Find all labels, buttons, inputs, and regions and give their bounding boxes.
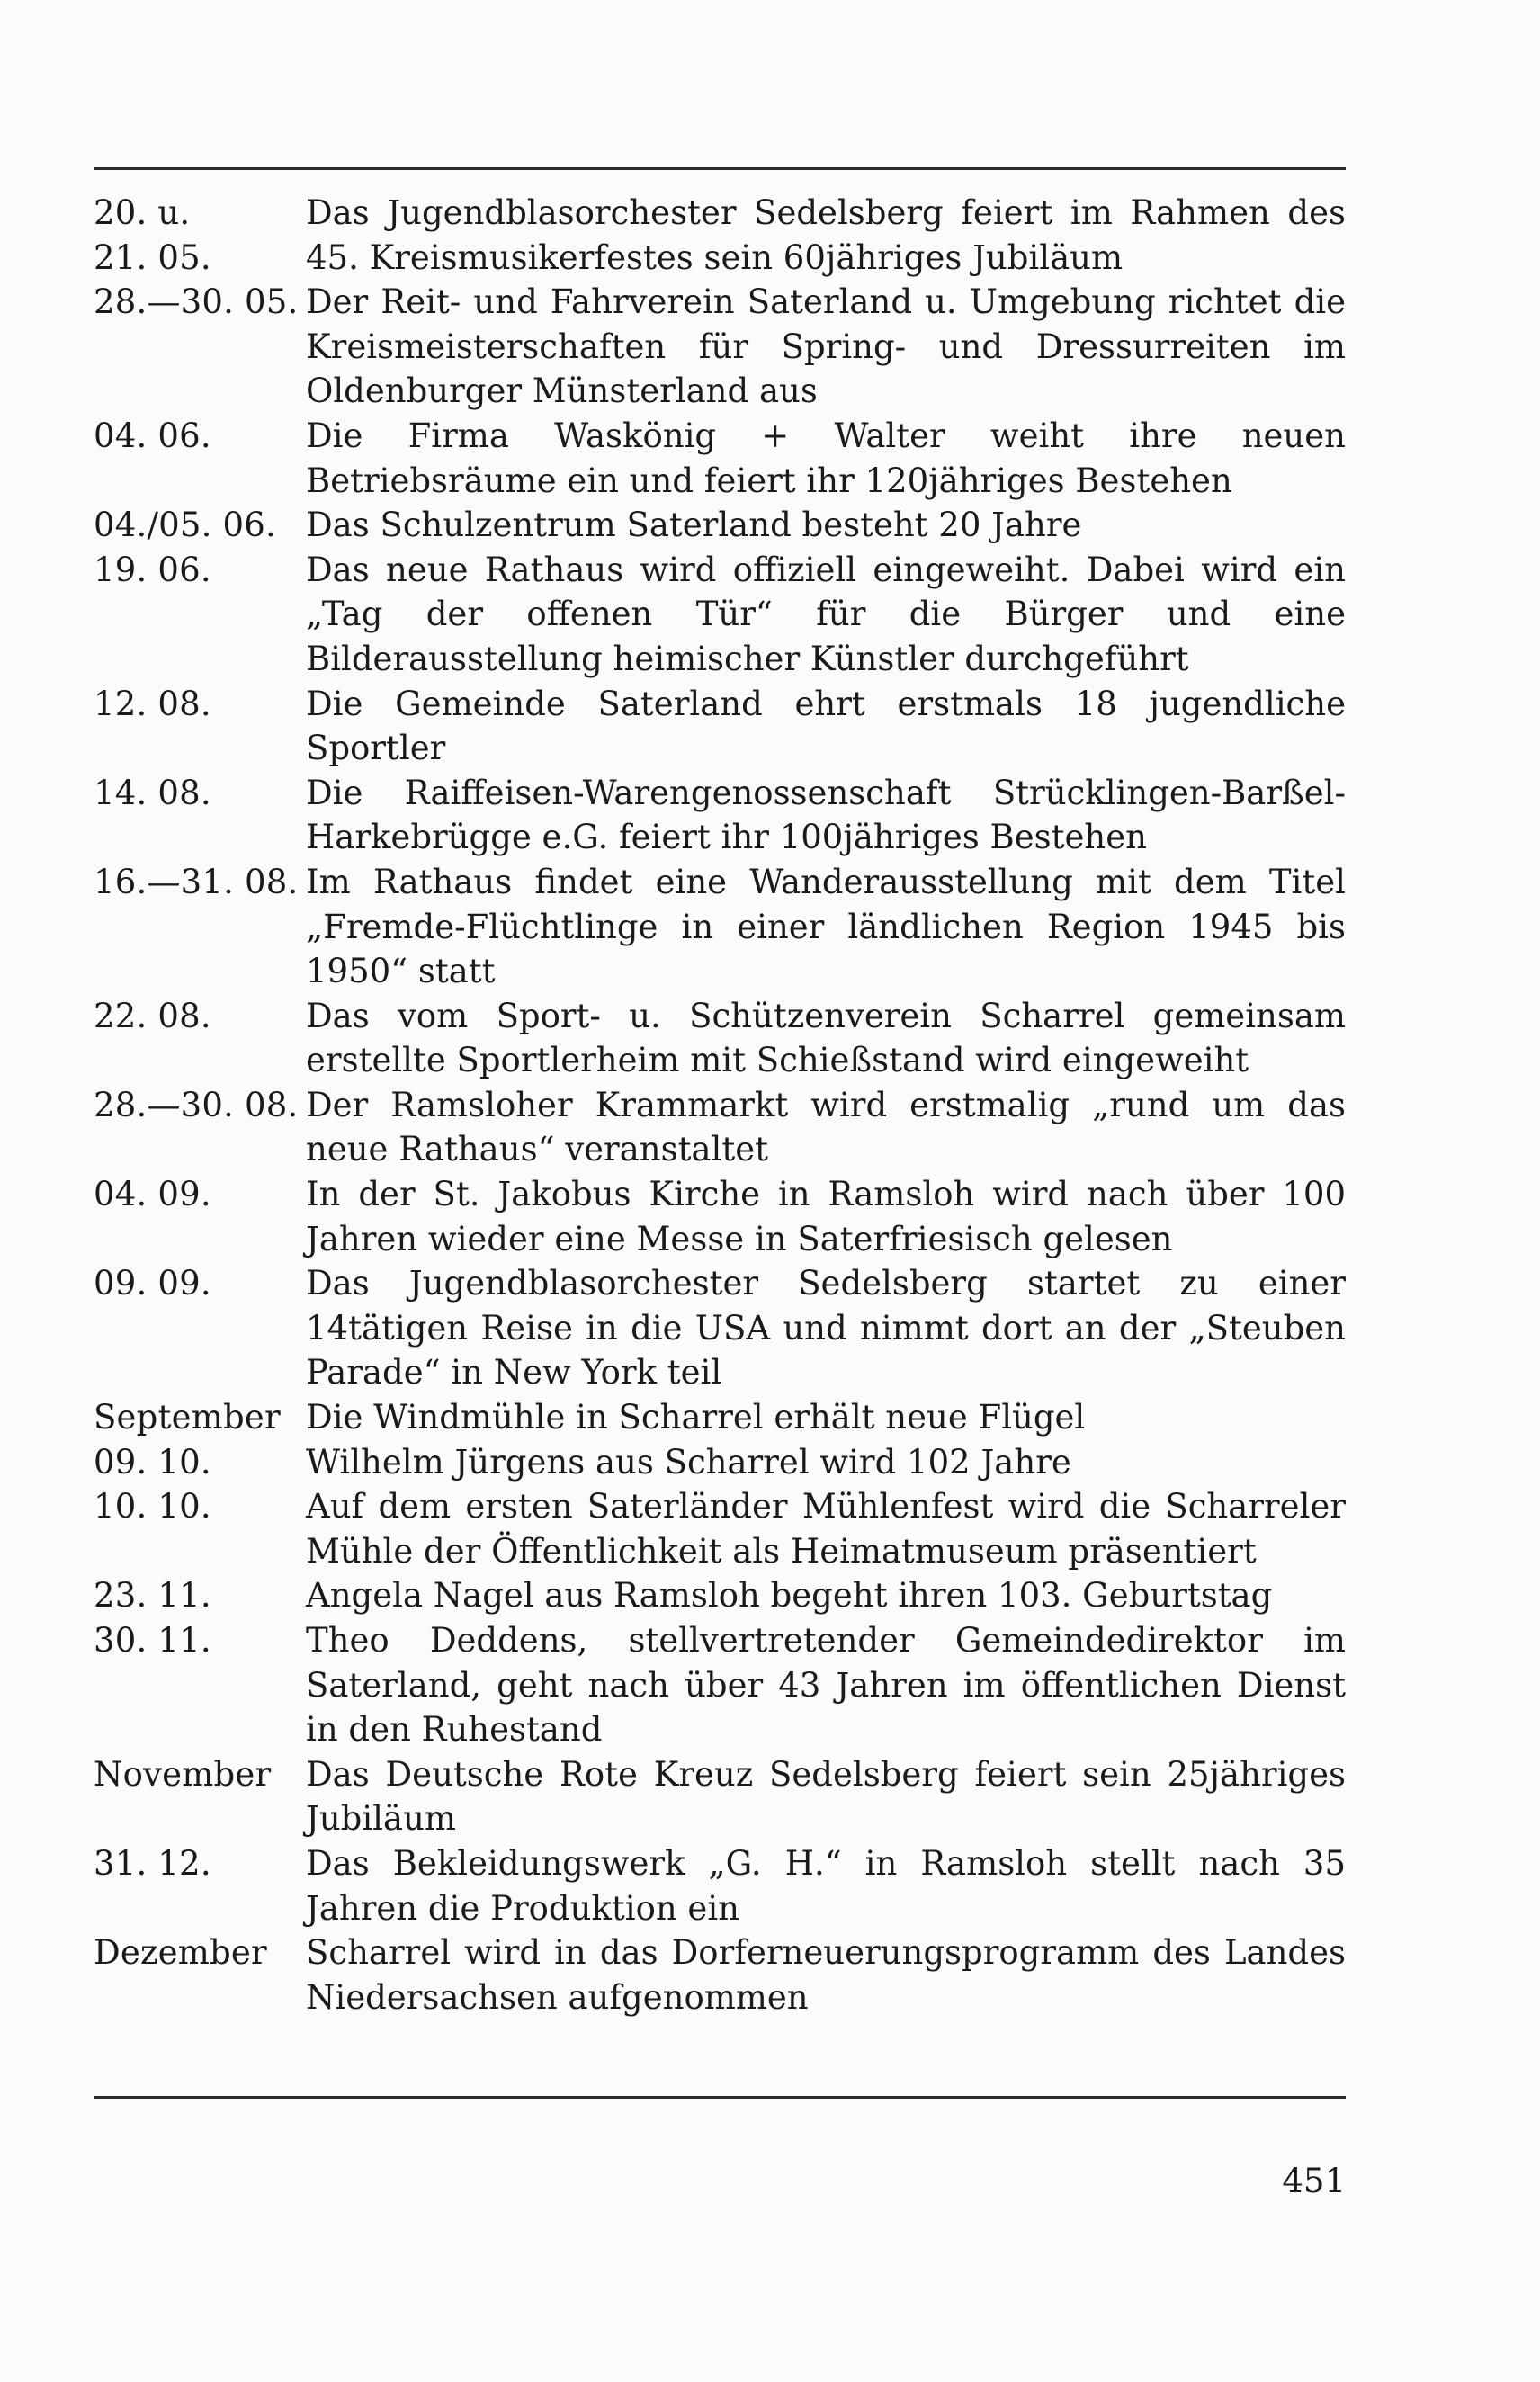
entry-text: Das Deutsche Rote Kreuz Sedelsberg feiert sein 25jähriges Jubiläum [306,1754,1346,1839]
chronicle-entry [94,1930,1346,2019]
entry-text: Im Rathaus findet eine Wanderausstellung mit dem Titel „Fremde-Flüchtlinge in einer ländlichen Region 1945 bis 1950“ statt [306,862,1346,991]
entry-text: Das Schulzentrum Saterland besteht 20 Jahre [306,506,1082,545]
entry-date: Dezember [94,1933,267,1973]
entry-text: Die Windmühle in Scharrel erhält neue Flügel [306,1398,1086,1437]
entry-date: 31. 12. [94,1843,211,1883]
chronicle-entry [94,414,1346,503]
chronicle-entry [94,1618,1346,1752]
chronicle-entry [94,1484,1346,1573]
chronicle-entry [94,860,1346,994]
entry-date: 22. 08. [94,996,211,1035]
chronicle-entry [94,1440,1346,1485]
entry-text: Theo Deddens, stellvertretender Gemeindedirektor im Saterland, geht nach über 43 Jahren im öffentlichen Dienst in den Ruhestand [306,1621,1346,1750]
entry-date: 16.—31. 08. [94,862,299,901]
chronicle-entry [94,1395,1346,1440]
chronicle-entry [94,1083,1346,1172]
entry-text: Der Reit- und Fahrverein Saterland u. Umgebung richtet die Kreismeisterschaften für Spring- und Dressurreiten im Oldenburger Münsterland aus [306,282,1346,411]
entry-text: Das Jugendblasorchester Sedelsberg startet zu einer 14tätigen Reise in die USA und nimmt dort an der „Steuben Parade“ in New York teil [306,1264,1346,1392]
chronicle-entry [94,1261,1346,1395]
entry-date: 09. 09. [94,1264,211,1303]
chronicle-entry [94,1841,1346,1930]
chronicle-entry [94,994,1346,1083]
chronicle-entry [94,1573,1346,1618]
entry-text: Die Gemeinde Saterland ehrt erstmals 18 jugendliche Sportler [306,684,1346,768]
entry-date: 04./05. 06. [94,506,276,545]
entry-date: 30. 11. [94,1621,211,1660]
chronicle-entry [94,548,1346,682]
entry-date: November [94,1754,272,1794]
entry-text: Angela Nagel aus Ramsloh begeht ihren 103. Geburtstag [306,1576,1273,1616]
chronicle-entry [94,503,1346,548]
entry-text: Die Raiffeisen-Warengenossenschaft Strücklingen-Barßel-Harkebrügge e.G. feiert ihr 100jähriges Bestehen [306,773,1346,857]
chronicle-entry [94,1172,1346,1261]
entry-date: 12. 08. [94,684,211,723]
entry-text: Wilhelm Jürgens aus Scharrel wird 102 Jahre [306,1442,1071,1482]
entry-text: Scharrel wird in das Dorferneuerungsprogramm des Landes Niedersachsen aufgenommen [306,1933,1346,2017]
entry-text: Die Firma Waskönig + Walter weiht ihre neuen Betriebsräume ein und feiert ihr 120jähriges Bestehen [306,416,1346,500]
entry-date: 19. 06. [94,550,211,589]
entry-text: Das Bekleidungswerk „G. H.“ in Ramsloh stellt nach 35 Jahren die Produktion ein [306,1843,1346,1928]
chronicle-entry [94,771,1346,860]
top-rule [94,167,1346,170]
entry-date: September [94,1398,281,1437]
entry-date: 28.—30. 08. [94,1085,299,1124]
chronicle-entry [94,682,1346,771]
entry-date: 04. 06. [94,416,211,455]
chronicle-entry [94,1752,1346,1841]
entry-date: 04. 09. [94,1175,211,1214]
entry-text: In der St. Jakobus Kirche in Ramsloh wird nach über 100 Jahren wieder eine Messe in Saterfriesisch gelesen [306,1175,1346,1258]
entry-date: 20. u. 21. 05. [94,193,211,277]
entry-date: 28.—30. 05. [94,282,299,322]
entry-date: 10. 10. [94,1487,211,1527]
bottom-rule [94,2096,1346,2099]
chronicle-entry [94,191,1346,280]
entry-text: Das Jugendblasorchester Sedelsberg feiert im Rahmen des 45. Kreismusikerfestes sein 60jähriges Jubiläum [306,193,1346,277]
page-number: 451 [1282,2162,1346,2200]
chronicle-entry [94,280,1346,414]
entry-date: 14. 08. [94,773,211,812]
chronicle-list [94,191,1346,2019]
entry-date: 23. 11. [94,1576,211,1616]
entry-date: 09. 10. [94,1442,211,1482]
entry-text: Das vom Sport- u. Schützenverein Scharrel gemeinsam erstellte Sportlerheim mit Schießstand wird eingeweiht [306,996,1346,1080]
entry-text: Auf dem ersten Saterländer Mühlenfest wird die Scharreler Mühle der Öffentlichkeit als Heimatmuseum präsentiert [306,1487,1346,1571]
entry-text: Der Ramsloher Krammarkt wird erstmalig „rund um das neue Rathaus“ veranstaltet [306,1085,1346,1169]
entry-text: Das neue Rathaus wird offiziell eingeweiht. Dabei wird ein „Tag der offenen Tür“ für die Bürger und eine Bilderausstellung heimischer Künstler durchgeführt [306,550,1346,678]
